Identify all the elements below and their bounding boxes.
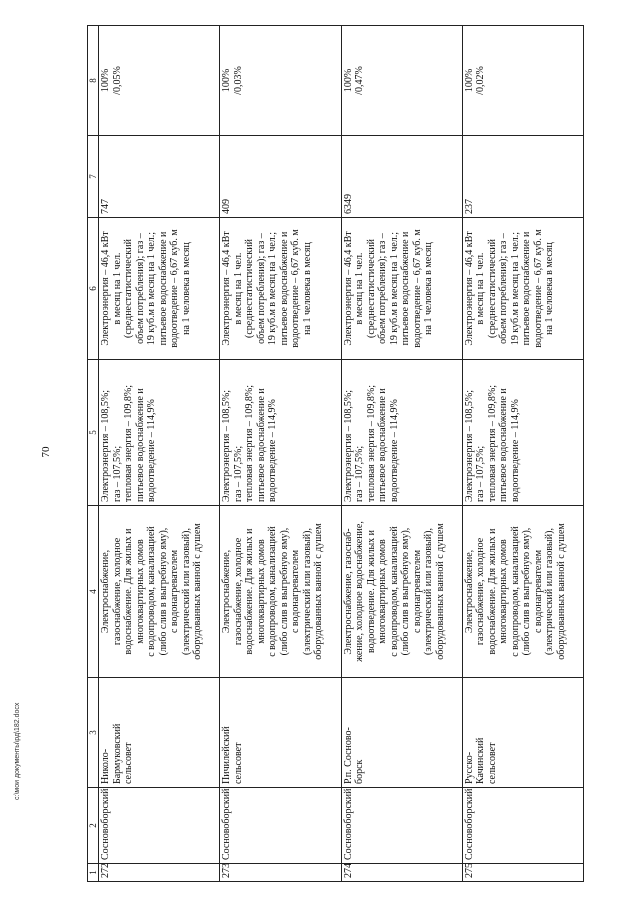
services-cell: Электроснабжение, газоснабжение, холодное водоснабжение. Для жилых и многоквартирных домов с водопроводом, канализацией (либо слив в выгребную яму), с водонагревателем (электрический или газовый), оборудованных ванной с душем [99,506,220,678]
settlement-cell: Р.п. Сосново- борск [341,678,462,788]
index-cell: Электроэнергия – 108,5%; газ – 107,5%; тепловая энергия – 109,8%; питьевое водоснабжение и водоотведение – 114,9% [462,360,583,506]
services-cell: Электроснабжение, газоснабжение, холодное водоснабжение. Для жилых и многоквартирных домов с водопроводом, канализацией (либо слив в выгребную яму), с водонагревателем (электрический или газовый), оборудованных ванной с душем [220,506,341,678]
norms-cell: Электроэнергия – 46,4 кВт в месяц на 1 чел. (среднестатистический объем потребления); газ – 19 куб.м в месяц на 1 чел.; питьевое водоснабжение и водоотведение – 6,67 куб. м на 1 человека в месяц [462,218,583,360]
footer-file-path: c:\мои документы\рд\182.docx [14,702,21,800]
district-cell: Сосновоборский [220,788,341,864]
norms-cell: Электроэнергия – 46,4 кВт в месяц на 1 чел. (среднестатистический объем потребления); газ – 19 куб.м в месяц на 1 чел.; питьевое водоснабжение и водоотведение – 6,67 куб. м на 1 человека в месяц [341,218,462,360]
row-number: 273 [220,864,341,882]
header-cell-6: 6 [88,218,99,360]
share-cell: 100% /0,02% [462,26,583,136]
norms-cell: Электроэнергия – 46,4 кВт в месяц на 1 чел. (среднестатистический объем потребления); газ – 19 куб.м в месяц на 1 чел.; питьевое водоснабжение и водоотведение – 6,67 куб. м на 1 человека в месяц [99,218,220,360]
page-number: 70 [40,446,52,458]
settlement-cell: Русско- Качинский сельсовет [462,678,583,788]
header-cell-2: 2 [88,788,99,864]
table-row [99,26,220,882]
population-cell: 6349 [341,136,462,218]
services-cell: Электроснабжение, газоснаб- жение, холодное водоснабжение, водоотведение. Для жилых и многоквартирных домов с водопроводом, канализацией (либо слив в выгребную яму), с водонагревателем (электрический или газовый), оборудованных ванной с душем [341,506,462,678]
table-row [341,26,462,882]
header-cell-1: 1 [88,864,99,882]
settlement-cell: Николо- Бармуковский сельсовет [99,678,220,788]
tariff-table [87,25,584,882]
header-cell-5: 5 [88,360,99,506]
services-cell: Электроснабжение, газоснабжение, холодное водоснабжение. Для жилых и многоквартирных домов с водопроводом, канализацией (либо слив в выгребную яму), с водонагревателем (электрический или газовый), оборудованных ванной с душем [462,506,583,678]
header-cell-8: 8 [88,26,99,136]
table-row [462,26,583,882]
header-cell-3: 3 [88,678,99,788]
settlement-cell: Пичилейский сельсовет [220,678,341,788]
population-cell: 237 [462,136,583,218]
table-row [220,26,341,882]
norms-cell: Электроэнергия – 46,4 кВт в месяц на 1 чел. (среднестатистический объем потребления); газ – 19 куб.м в месяц на 1 чел.; питьевое водоснабжение и водоотведение – 6,67 куб. м на 1 человека в месяц [220,218,341,360]
population-cell: 409 [220,136,341,218]
index-cell: Электроэнергия – 108,5%; газ – 107,5%; тепловая энергия – 109,8%; питьевое водоснабжение и водоотведение – 114,9% [220,360,341,506]
share-cell: 100% /0,03% [220,26,341,136]
row-number: 274 [341,864,462,882]
row-number: 272 [99,864,220,882]
district-cell: Сосновоборский [99,788,220,864]
share-cell: 100% /0,05% [99,26,220,136]
document-table-container [87,26,584,882]
index-cell: Электроэнергия – 108,5%; газ – 107,5%; тепловая энергия – 109,8%; питьевое водоснабжение и водоотведение – 114,9% [341,360,462,506]
rotated-table-frame [87,26,584,882]
header-row [88,26,99,882]
population-cell: 747 [99,136,220,218]
share-cell: 100% /0,47% [341,26,462,136]
header-cell-4: 4 [88,506,99,678]
district-cell: Сосновоборский [462,788,583,864]
header-cell-7: 7 [88,136,99,218]
row-number: 275 [462,864,583,882]
district-cell: Сосновоборский [341,788,462,864]
index-cell: Электроэнергия – 108,5%; газ – 107,5%; тепловая энергия – 109,8%; питьевое водоснабжение и водоотведение – 114,9% [99,360,220,506]
